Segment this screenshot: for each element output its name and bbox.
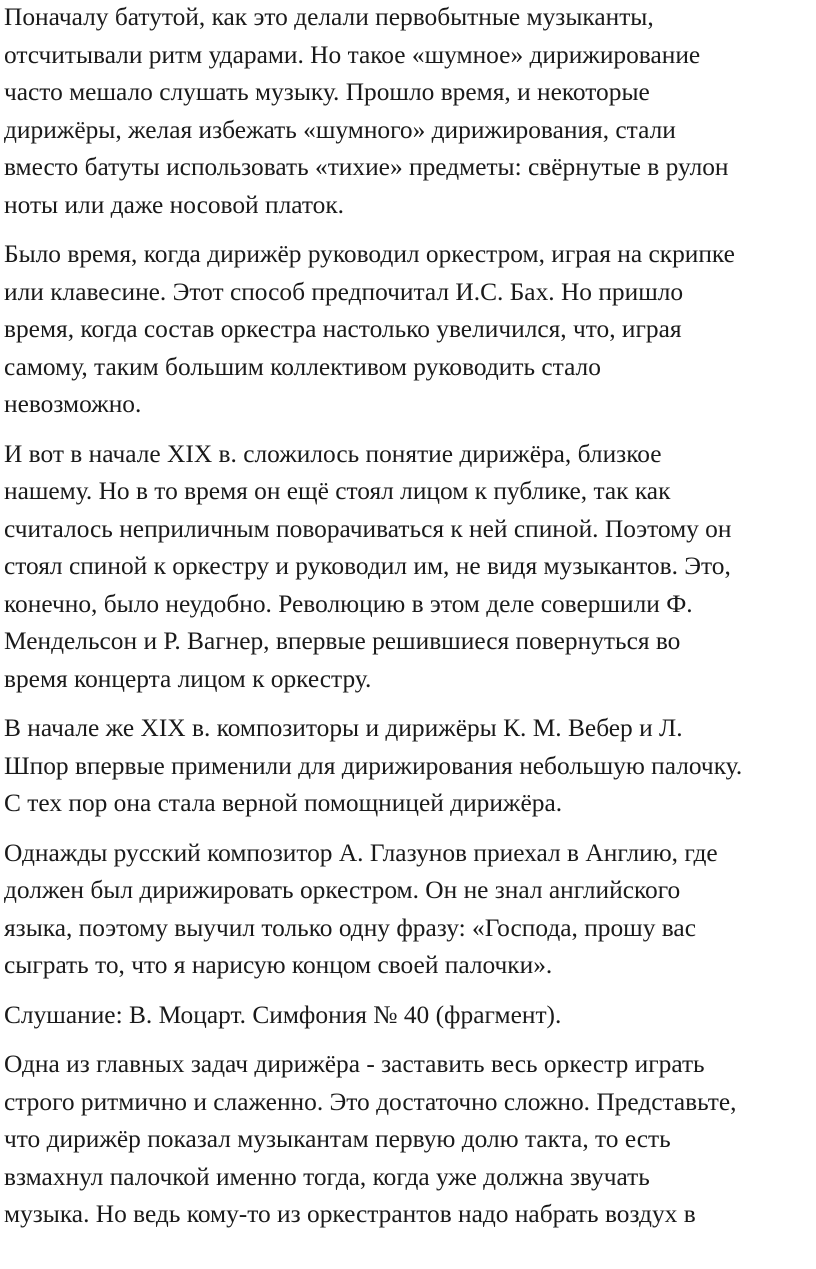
text-line: время концерта лицом к оркестру. [4, 664, 372, 693]
document-body [4, 0, 816, 1246]
text-line: С тех пор она стала верной помощницей дирижёра. [4, 789, 563, 817]
text-line: строго ритмично и слаженно. Это достаточно сложно. Представьте, [4, 1087, 737, 1116]
text-line: Слушание: В. Моцарт. Симфония № 40 (фрагмент). [4, 1000, 562, 1029]
text-line: считалось неприличным поворачиваться к ней спиной. Поэтому он [4, 514, 732, 543]
text-line: вместо батуты использовать «тихие» предметы: свёрнутые в рулон [4, 153, 729, 181]
text-line: или клавесине. Этот способ предпочитал И.С. Бах. Но пришло [4, 277, 684, 306]
paragraph-3 [4, 436, 816, 699]
text-line: Одна из главных задач дирижёра - заставить весь оркестр играть [4, 1050, 705, 1078]
text-line: стоял спиной к оркестру и руководил им, не видя музыкантов. Это, [4, 552, 731, 580]
text-line: невозможно. [4, 390, 142, 418]
text-line: дирижёры, желая избежать «шумного» дирижирования, стали [4, 115, 676, 144]
text-line: ноты или даже носовой платок. [4, 190, 344, 219]
text-line: В начале же XIX в. композиторы и дирижёры К. М. Вебер и Л. [4, 714, 683, 742]
text-line: Мендельсон и Р. Вагнер, впервые решившиеся повернуться во [4, 627, 681, 655]
paragraph-4 [4, 710, 816, 823]
text-line: что дирижёр показал музыкантам первую долю такта, то есть [4, 1125, 671, 1153]
text-line: сыграть то, что я нарисую концом своей палочки». [4, 951, 553, 979]
text-line: И вот в начале XIX в. сложилось понятие дирижёра, близкое [4, 439, 662, 468]
text-line: музыка. Но ведь кому-то из оркестрантов надо набрать воздух в [4, 1200, 696, 1228]
text-line: часто мешало слушать музыку. Прошло время, и некоторые [4, 78, 650, 106]
text-line: самому, таким большим коллективом руководить стало [4, 352, 601, 381]
text-line: Однажды русский композитор А. Глазунов приехал в Англию, где [4, 838, 718, 867]
text-line: Шпор впервые применили для дирижирования небольшую палочку. [4, 751, 743, 780]
text-line: время, когда состав оркестра настолько увеличился, что, играя [4, 315, 682, 343]
text-line: Было время, когда дирижёр руководил оркестром, играя на скрипке [4, 240, 735, 268]
paragraph-2 [4, 236, 816, 424]
paragraph-6 [4, 997, 816, 1035]
paragraph-5 [4, 835, 816, 985]
text-line: отсчитывали ритм ударами. Но такое «шумное» дирижирование [4, 40, 701, 69]
text-line: Поначалу батутой, как это делали первобытные музыканты, [4, 3, 654, 31]
text-line: должен был дирижировать оркестром. Он не знал английского [4, 876, 681, 904]
text-line: взмахнул палочкой именно тогда, когда уже должна звучать [4, 1162, 650, 1191]
paragraph-1 [4, 0, 816, 224]
text-line: конечно, было неудобно. Революцию в этом деле совершили Ф. [4, 589, 693, 618]
paragraph-7 [4, 1046, 816, 1234]
text-line: языка, поэтому выучил только одну фразу: «Господа, прошу вас [4, 913, 696, 942]
text-line: нашему. Но в то время он ещё стоял лицом к публике, так как [4, 477, 671, 505]
